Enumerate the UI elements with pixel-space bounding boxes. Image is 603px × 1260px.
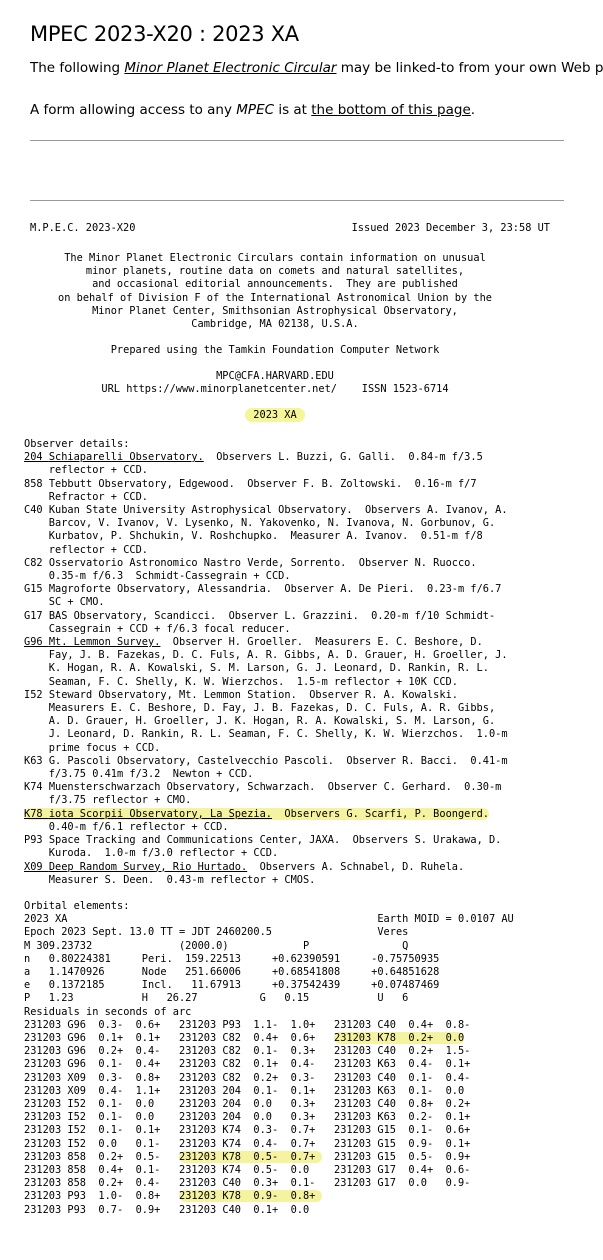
url-issn-text: URL https://www.minorplanetcenter.net/ ISSN 1523-6714 (101, 383, 449, 396)
residual-cell: 231203 C40 0.8+ 0.2+ (334, 1098, 471, 1111)
residual-cell: 231203 858 0.4+ 0.1- (24, 1164, 167, 1177)
observatory-code: K74 (24, 781, 49, 794)
residual-cell: 231203 K63 0.4- 0.1+ (334, 1058, 471, 1071)
observatory-name: Tebbutt Observatory, Edgewood. (48, 477, 235, 490)
observer-details-line: Measurers E. C. Beshore, D. Fay, J. B. Fazekas, D. C. Fuls, A. R. Gibbs, (24, 702, 496, 715)
page-title: MPEC 2023-X20 : 2023 XA (30, 22, 299, 46)
observer-heading: Observer details: (24, 438, 130, 450)
residual-cell: 231203 C40 0.3+ 0.1- (179, 1177, 322, 1190)
residual-cell: 231203 P93 0.7- 0.9+ (24, 1203, 167, 1216)
bottom-of-page-link[interactable]: the bottom of this page (311, 102, 471, 118)
residual-cell: 231203 G15 0.1- 0.6+ (334, 1124, 471, 1137)
object-designation: 2023 XA (245, 408, 304, 422)
observer-entry (24, 834, 508, 860)
divider-top (30, 140, 564, 141)
residual-row (24, 1177, 514, 1190)
residual-cell: 231203 C82 0.2+ 0.3- (179, 1071, 322, 1084)
observatory-name: Muensterschwarzach Observatory, Schwarzach. (48, 781, 316, 794)
observer-credits: Observers L. Buzzi, G. Galli. 0.84-m f/3.5 (203, 451, 483, 464)
observer-details-line: Kurbatov, P. Shchukin, V. Roshchupko. Measurer A. Ivanov. 0.51-m f/8 (24, 530, 483, 543)
observer-credits: Observer R. Bacci. 0.41-m (333, 754, 508, 767)
observer-entry (24, 451, 508, 477)
divider-bottom (30, 200, 564, 201)
residual-cell: 231203 K78 0.5- 0.7+ (179, 1150, 322, 1163)
observer-credits: Observer N. Ruocco. (346, 556, 477, 569)
residual-cell: 231203 I52 0.0 0.1- (24, 1137, 167, 1150)
circular-header (30, 222, 550, 235)
orbital-elements (24, 900, 514, 1217)
observer-details-line: 0.35-m f/6.3 Schmidt-Cassegrain + CCD. (24, 570, 291, 583)
observatory-code: G17 (24, 609, 49, 622)
prepared-line (0, 344, 557, 357)
mpec-link[interactable]: Minor Planet Electronic Circular (124, 60, 337, 76)
observer-details-line: f/3.75 0.41m f/3.2 Newton + CCD. (24, 768, 254, 781)
observer-entry (24, 861, 508, 887)
residual-cell: 231203 P93 1.0- 0.8+ (24, 1190, 167, 1203)
residual-cell: 231203 G96 0.2+ 0.4- (24, 1045, 167, 1058)
residual-row (24, 1058, 514, 1071)
residual-cell: 231203 X09 0.3- 0.8+ (24, 1071, 167, 1084)
highlighted-observer (24, 808, 489, 820)
observatory-code: I52 (24, 688, 49, 701)
form-suffix: . (470, 102, 476, 118)
observer-entry (24, 583, 508, 609)
observer-details-line: f/3.75 reflector + CMO. (24, 794, 192, 807)
observer-details-line: Seaman, F. C. Shelly, K. W. Wierzchos. 1.5-m reflector + 10K CCD. (24, 675, 458, 688)
residual-row (24, 1032, 514, 1045)
residual-row (24, 1072, 514, 1085)
observer-credits: Observer F. B. Zoltowski. 0.16-m f/7 (234, 477, 477, 490)
observer-entry (24, 781, 508, 807)
residual-cell: 231203 I52 0.1- 0.1+ (24, 1124, 167, 1137)
residual-cell: 231203 204 0.0 0.3+ (179, 1111, 322, 1124)
observer-details-line: 0.40-m f/6.1 reflector + CCD. (24, 820, 229, 833)
residual-cell: 231203 G17 0.4+ 0.6- (334, 1164, 471, 1177)
observer-credits: Observers G. Scarfi, P. Boongerd. (272, 807, 489, 820)
observatory-code[interactable]: G96 (24, 636, 49, 649)
residual-cell: 231203 I52 0.1- 0.0 (24, 1098, 167, 1111)
residual-row (24, 1151, 514, 1164)
observer-credits: Observer A. De Pieri. 0.23-m f/6.7 (272, 583, 502, 596)
observer-credits: Observer H. Groeller. Measurers E. C. Beshore, D. (160, 636, 483, 649)
residual-cell: 231203 K78 0.9- 0.8+ (179, 1190, 322, 1203)
observer-entry (24, 504, 508, 557)
observer-credits: Observers S. Urakawa, D. (340, 834, 502, 847)
form-access-paragraph (30, 102, 564, 118)
observatory-name[interactable]: iota Scorpii Observatory, La Spezia. (48, 807, 272, 820)
observer-details-line: reflector + CCD. (24, 543, 148, 556)
residual-cell: 231203 858 0.2+ 0.5- (24, 1150, 167, 1163)
observatory-code[interactable]: X09 (24, 860, 49, 873)
observatory-code: 858 (24, 477, 49, 490)
observer-details (24, 438, 508, 887)
observer-details-line: prime focus + CCD. (24, 741, 161, 754)
observatory-code[interactable]: K78 (24, 807, 49, 820)
contact-block (0, 370, 557, 396)
observatory-code: P93 (24, 834, 49, 847)
residual-cell: 231203 C40 0.2+ 1.5- (334, 1045, 471, 1058)
intro-prefix: The following (30, 60, 125, 76)
observer-details-line: Barcov, V. Ivanov, V. Lysenko, N. Yakovenko, N. Ivanova, N. Gorbunov, G. (24, 517, 496, 530)
residual-cell: 231203 C40 0.1- 0.4- (334, 1071, 471, 1084)
mpec-term: MPEC (236, 102, 275, 118)
residual-cell: 231203 204 0.1- 0.1+ (179, 1084, 322, 1097)
observatory-name: BAS Observatory, Scandicci. (48, 609, 217, 622)
observatory-code: G15 (24, 583, 49, 596)
issue-date: Issued 2023 December 3, 23:58 UT (351, 222, 550, 234)
residual-cell: 231203 204 0.0 0.3+ (179, 1098, 322, 1111)
residual-row (24, 1019, 514, 1032)
observatory-name: Magroforte Observatory, Alessandria. (48, 583, 272, 596)
form-middle: is at (274, 102, 312, 118)
residual-row (24, 1164, 514, 1177)
preamble-text: The Minor Planet Electronic Circulars contain information on unusual minor planets, routine data on comets and natural satellites, and occasional editorial announcements. They are published on behalf of Division F of the International Astronomical Union by the Minor Planet Center, Smithsonian Astrophysical Observatory, Cambridge, MA 02138, U.S.A. (58, 252, 492, 331)
observatory-name[interactable]: Schiaparelli Observatory. (48, 451, 204, 464)
observer-entry (24, 808, 508, 834)
page-container (0, 0, 603, 201)
residual-cell: 231203 858 0.2+ 0.4- (24, 1177, 167, 1190)
intro-paragraph (30, 60, 603, 76)
observatory-name[interactable]: Deep Random Survey, Rio Hurtado. (48, 860, 248, 873)
observer-list (24, 451, 508, 887)
observer-credits: Observers A. Schnabel, D. Ruhela. (247, 860, 465, 873)
observer-details-line: Kuroda. 1.0-m f/3.0 reflector + CCD. (24, 847, 279, 860)
observer-details-line: Measurer S. Deen. 0.43-m reflector + CMOS. (24, 873, 316, 886)
observer-credits: Observer C. Gerhard. 0.30-m (315, 781, 502, 794)
residual-cell: 231203 G96 0.1- 0.4+ (24, 1058, 167, 1071)
observatory-code: C40 (24, 504, 49, 517)
residual-cell: 231203 C40 0.1+ 0.0 (179, 1203, 322, 1216)
observer-credits: Observer L. Grazzini. 0.20-m f/10 Schmidt- (216, 609, 496, 622)
residual-cell: 231203 X09 0.4- 1.1+ (24, 1084, 167, 1097)
observer-entry (24, 478, 508, 504)
residual-row (24, 1111, 514, 1124)
residual-cell: 231203 G96 0.1+ 0.1+ (24, 1032, 167, 1045)
form-prefix: A form allowing access to any (30, 102, 237, 118)
residual-cell: 231203 G96 0.3- 0.6+ (24, 1018, 167, 1031)
residual-cell: 231203 I52 0.1- 0.0 (24, 1111, 167, 1124)
residual-cell: 231203 K74 0.3- 0.7+ (179, 1124, 322, 1137)
observer-details-line: A. D. Grauer, H. Groeller, J. K. Hogan, R. A. Kowalski, S. M. Larson, G. (24, 715, 496, 728)
observer-credits: Observers A. Ivanov, A. (352, 504, 508, 517)
observer-entry (24, 755, 508, 781)
observatory-code[interactable]: 204 (24, 451, 49, 464)
observer-entry (24, 636, 508, 689)
orbital-elements-text: Orbital elements: 2023 XA Earth MOID = 0.0107 AU Epoch 2023 Sept. 13.0 TT = JDT 2460200.5 Veres M 309.23732 (2000.0) P Q n 0.80224381 Peri. 159.22513 +0.62390591 -0.75750935 a 1.1470926 Node 251.66006 +0.68541808 +0.64851628 e 0.1372185 Incl. 11.67913 +0.37542439 +0.07487469 P 1.23 H 26.27 G 0.15 U 6 Residuals in seconds of arc (24, 900, 514, 1018)
residual-cell: 231203 C40 0.4+ 0.8- (334, 1018, 471, 1031)
observatory-name: Osservatorio Astronomico Nastro Verde, Sorrento. (48, 556, 347, 569)
residual-row (24, 1098, 514, 1111)
residual-cell: 231203 K78 0.2+ 0.0 (334, 1032, 465, 1045)
residual-cell: 231203 K63 0.1- 0.0 (334, 1084, 465, 1097)
observer-details-line: J. Leonard, D. Rankin, R. L. Seaman, F. C. Shelly, K. W. Wierzchos. 1.0-m (24, 728, 508, 741)
residual-cell: 231203 K74 0.5- 0.0 (179, 1164, 322, 1177)
observer-entry (24, 610, 508, 636)
residual-cell: 231203 G15 0.9- 0.1+ (334, 1137, 471, 1150)
residual-row (24, 1204, 514, 1217)
residual-cell: 231203 K74 0.4- 0.7+ (179, 1137, 322, 1150)
observatory-code: C82 (24, 556, 49, 569)
residual-cell: 231203 G17 0.0 0.9- (334, 1177, 471, 1190)
email-text: MPC@CFA.HARVARD.EDU (216, 370, 334, 382)
observatory-code: K63 (24, 754, 49, 767)
prepared-text: Prepared using the Tamkin Foundation Computer Network (110, 344, 440, 356)
residual-row (24, 1138, 514, 1151)
observatory-name: Steward Observatory, Mt. Lemmon Station. (48, 688, 297, 701)
intro-suffix: may be linked-to from your own Web p (336, 60, 603, 76)
observer-entry (24, 557, 508, 583)
residual-row (24, 1085, 514, 1098)
observer-details-line: Fay, J. B. Fazekas, D. C. Fuls, A. R. Gibbs, A. D. Grauer, H. Groeller, J. (24, 649, 508, 662)
observatory-name: Space Tracking and Communications Center, JAXA. (48, 834, 341, 847)
residual-cell: 231203 G15 0.5- 0.9+ (334, 1150, 471, 1163)
circular-id: M.P.E.C. 2023-X20 (30, 222, 136, 234)
residual-row (24, 1045, 514, 1058)
residual-cell: 231203 C82 0.4+ 0.6+ (179, 1032, 322, 1045)
residual-cell: 231203 C82 0.1+ 0.4- (179, 1058, 322, 1071)
residuals-table (24, 1019, 514, 1217)
observer-details-line: Refractor + CCD. (24, 490, 148, 503)
residual-cell: 231203 K63 0.2- 0.1+ (334, 1111, 471, 1124)
observer-details-line: K. Hogan, R. A. Kowalski, S. M. Larson, G. J. Leonard, D. Rankin, R. L. (24, 662, 489, 675)
residual-row (24, 1124, 514, 1137)
residual-cell: 231203 P93 1.1- 1.0+ (179, 1018, 322, 1031)
observer-entry (24, 689, 508, 755)
observatory-name: Kuban State University Astrophysical Observatory. (48, 504, 353, 517)
preamble (0, 252, 557, 331)
observer-details-line: SC + CMO. (24, 596, 105, 609)
observer-details-line: reflector + CCD. (24, 464, 148, 477)
observer-credits: Observer R. A. Kowalski. (296, 688, 458, 701)
residual-row (24, 1190, 514, 1203)
observatory-name[interactable]: Mt. Lemmon Survey. (48, 636, 161, 649)
residual-cell: 231203 C82 0.1- 0.3+ (179, 1045, 322, 1058)
observatory-name: G. Pascoli Observatory, Castelvecchio Pascoli. (48, 754, 334, 767)
object-designation-block (0, 409, 557, 422)
observer-details-line: Cassegrain + CCD + f/6.3 focal reducer. (24, 622, 291, 635)
